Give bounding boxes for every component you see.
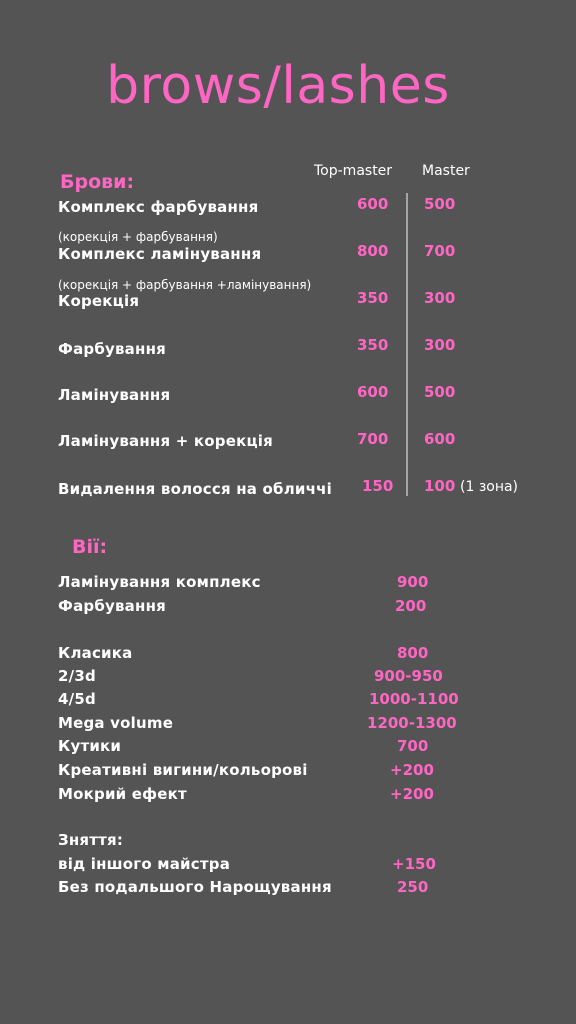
brows-item-name: Комплекс фарбування <box>58 198 259 216</box>
brows-price-master: 500 <box>424 195 456 213</box>
lashes-item-price: 900-950 <box>374 667 443 685</box>
brows-item-name: Комплекс ламінування <box>58 245 262 263</box>
page-title: brows/lashes <box>106 56 450 116</box>
brows-price-master: 100 <box>424 477 456 495</box>
brows-price-top-master: 600 <box>357 195 389 213</box>
lashes-item-price: +200 <box>390 761 434 779</box>
lashes-item-name: 2/3d <box>58 667 96 685</box>
brows-heading: Брови: <box>60 171 135 193</box>
brows-price-top-master: 350 <box>357 289 389 307</box>
brows-price-master: 300 <box>424 336 456 354</box>
column-divider <box>406 193 408 496</box>
lashes-item-price: 800 <box>397 644 429 662</box>
brows-item-name: Видалення волосся на обличчі <box>58 480 332 498</box>
column-header-master: Master <box>422 163 470 179</box>
brows-price-top-master: 700 <box>357 430 389 448</box>
lashes-item-name: Mega volume <box>58 714 174 732</box>
lashes-item-price: +200 <box>390 785 434 803</box>
lashes-item-price: 1000-1100 <box>369 690 459 708</box>
lashes-item-name: Фарбування <box>58 597 166 615</box>
brows-item-name: Корекція <box>58 292 140 310</box>
brows-price-master: 300 <box>424 289 456 307</box>
removal-item-name: від іншого майстра <box>58 855 231 873</box>
lashes-heading: Вії: <box>72 536 108 558</box>
brows-item-name: Ламінування <box>58 386 171 404</box>
brows-price-top-master: 800 <box>357 242 389 260</box>
lashes-item-name: Класика <box>58 644 133 662</box>
lashes-item-price: 200 <box>395 597 427 615</box>
brows-item-note: (корекція + фарбування) <box>58 230 218 244</box>
lashes-item-price: 700 <box>397 737 429 755</box>
lashes-item-name: 4/5d <box>58 690 96 708</box>
lashes-item-name: Мокрий ефект <box>58 785 187 803</box>
column-header-top-master: Top-master <box>314 163 393 179</box>
brows-price-master: 700 <box>424 242 456 260</box>
removal-item-price: +150 <box>392 855 436 873</box>
brows-item-name: Ламінування + корекція <box>58 432 273 450</box>
lashes-item-name: Креативні вигини/кольорові <box>58 761 308 779</box>
brows-price-top-master: 350 <box>357 336 389 354</box>
brows-price-master: 500 <box>424 383 456 401</box>
lashes-item-price: 900 <box>397 573 429 591</box>
lashes-item-name: Кутики <box>58 737 122 755</box>
removal-item-price: 250 <box>397 878 429 896</box>
brows-item-name: Фарбування <box>58 340 166 358</box>
removal-heading: Зняття: <box>58 831 124 849</box>
lashes-item-name: Ламінування комплекс <box>58 573 261 591</box>
brows-zone-note: (1 зона) <box>460 479 519 495</box>
brows-price-top-master: 600 <box>357 383 389 401</box>
brows-price-top-master: 150 <box>362 477 394 495</box>
lashes-item-price: 1200-1300 <box>367 714 457 732</box>
removal-item-name: Без подальшого Нарощування <box>58 878 332 896</box>
brows-price-master: 600 <box>424 430 456 448</box>
brows-item-note: (корекція + фарбування +ламінування) <box>58 278 312 292</box>
